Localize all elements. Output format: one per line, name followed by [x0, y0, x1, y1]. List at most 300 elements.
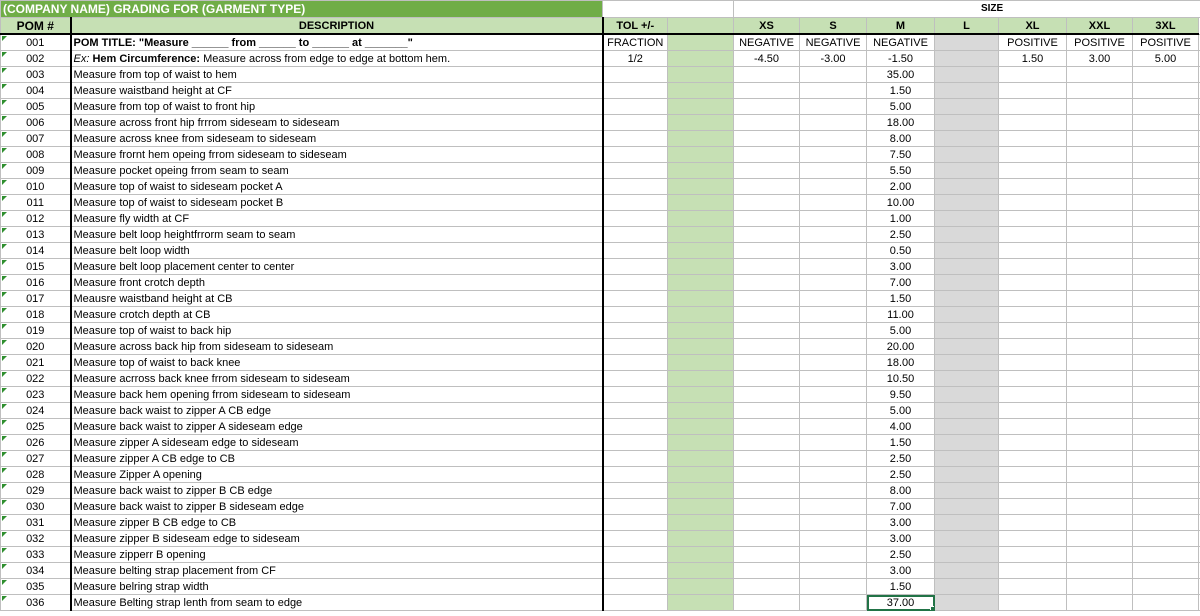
header-xl[interactable]: XL	[999, 18, 1067, 35]
m-cell[interactable]	[867, 323, 935, 339]
3xl-cell[interactable]	[1133, 419, 1199, 435]
desc-cell[interactable]	[71, 179, 603, 195]
tol-cell[interactable]	[603, 211, 668, 227]
xxl-cell[interactable]	[1067, 419, 1133, 435]
3xl-cell[interactable]	[1133, 483, 1199, 499]
s-cell[interactable]	[800, 211, 867, 227]
header-xs[interactable]: XS	[734, 18, 800, 35]
desc-cell[interactable]	[71, 483, 603, 499]
xs-cell[interactable]	[734, 83, 800, 99]
pom-cell[interactable]	[1, 387, 71, 403]
pom-cell[interactable]	[1, 243, 71, 259]
m-cell[interactable]	[867, 307, 935, 323]
xl-cell[interactable]	[999, 595, 1067, 611]
l-cell[interactable]	[935, 387, 999, 403]
3xl-cell[interactable]	[1133, 355, 1199, 371]
s-cell[interactable]	[800, 579, 867, 595]
green-cell[interactable]	[668, 547, 734, 563]
tol-cell[interactable]	[603, 67, 668, 83]
m-cell[interactable]	[867, 99, 935, 115]
m-cell[interactable]	[867, 451, 935, 467]
pom-cell[interactable]	[1, 435, 71, 451]
tol-cell[interactable]	[603, 467, 668, 483]
desc-cell[interactable]: POM TITLE: "Measure ______ from ______ to ______ at _______"	[71, 34, 603, 51]
tol-cell[interactable]	[603, 83, 668, 99]
header-s[interactable]: S	[800, 18, 867, 35]
green-cell[interactable]	[668, 387, 734, 403]
m-cell[interactable]	[867, 499, 935, 515]
3xl-cell[interactable]	[1133, 339, 1199, 355]
pom-cell[interactable]	[1, 291, 71, 307]
m-cell[interactable]	[867, 115, 935, 131]
s-cell[interactable]	[800, 131, 867, 147]
pom-cell[interactable]	[1, 99, 71, 115]
s-cell[interactable]	[800, 355, 867, 371]
desc-cell[interactable]	[71, 51, 603, 67]
tol-cell[interactable]	[603, 131, 668, 147]
s-cell[interactable]	[800, 227, 867, 243]
xl-cell[interactable]	[999, 451, 1067, 467]
desc-cell[interactable]	[71, 195, 603, 211]
xxl-cell[interactable]	[1067, 451, 1133, 467]
m-cell[interactable]	[867, 243, 935, 259]
m-cell[interactable]: -1.50	[867, 51, 935, 67]
xl-cell[interactable]	[999, 259, 1067, 275]
tol-cell[interactable]	[603, 419, 668, 435]
pom-cell[interactable]	[1, 259, 71, 275]
pom-cell[interactable]	[1, 339, 71, 355]
pom-cell[interactable]	[1, 515, 71, 531]
pom-cell[interactable]	[1, 131, 71, 147]
l-cell[interactable]	[935, 467, 999, 483]
green-cell[interactable]	[668, 179, 734, 195]
xs-cell[interactable]	[734, 579, 800, 595]
pom-cell[interactable]	[1, 467, 71, 483]
s-cell[interactable]	[800, 163, 867, 179]
3xl-cell[interactable]	[1133, 179, 1199, 195]
s-cell[interactable]	[800, 259, 867, 275]
pom-cell[interactable]	[1, 163, 71, 179]
green-cell[interactable]	[668, 371, 734, 387]
l-cell[interactable]	[935, 179, 999, 195]
l-cell[interactable]	[935, 195, 999, 211]
cell[interactable]	[603, 1, 668, 18]
3xl-cell[interactable]	[1133, 515, 1199, 531]
s-cell[interactable]	[800, 483, 867, 499]
l-cell[interactable]	[935, 163, 999, 179]
xxl-cell[interactable]	[1067, 339, 1133, 355]
green-cell[interactable]	[668, 595, 734, 611]
green-cell[interactable]	[668, 291, 734, 307]
m-cell[interactable]	[867, 259, 935, 275]
tol-cell[interactable]	[603, 595, 668, 611]
xs-cell[interactable]	[734, 163, 800, 179]
s-cell[interactable]	[800, 307, 867, 323]
m-cell[interactable]	[867, 563, 935, 579]
pom-cell[interactable]	[1, 531, 71, 547]
xl-cell[interactable]	[999, 547, 1067, 563]
xs-cell[interactable]	[734, 355, 800, 371]
m-cell[interactable]	[867, 547, 935, 563]
xs-cell[interactable]	[734, 115, 800, 131]
xxl-cell[interactable]	[1067, 67, 1133, 83]
xxl-cell[interactable]	[1067, 227, 1133, 243]
m-cell[interactable]	[867, 579, 935, 595]
tol-cell[interactable]	[603, 579, 668, 595]
desc-cell[interactable]	[71, 371, 603, 387]
m-cell[interactable]	[867, 275, 935, 291]
xxl-cell[interactable]	[1067, 595, 1133, 611]
m-cell[interactable]	[867, 371, 935, 387]
3xl-cell[interactable]	[1133, 531, 1199, 547]
tol-cell[interactable]	[603, 291, 668, 307]
m-cell[interactable]: NEGATIVE	[867, 34, 935, 51]
desc-cell[interactable]	[71, 83, 603, 99]
desc-cell[interactable]	[71, 243, 603, 259]
green-cell[interactable]	[668, 259, 734, 275]
s-cell[interactable]	[800, 563, 867, 579]
xl-cell[interactable]	[999, 211, 1067, 227]
xs-cell[interactable]	[734, 435, 800, 451]
green-cell[interactable]	[668, 419, 734, 435]
3xl-cell[interactable]	[1133, 467, 1199, 483]
l-cell[interactable]	[935, 371, 999, 387]
xxl-cell[interactable]	[1067, 371, 1133, 387]
desc-cell[interactable]	[71, 115, 603, 131]
xl-cell[interactable]	[999, 243, 1067, 259]
xs-cell[interactable]	[734, 147, 800, 163]
xs-cell[interactable]	[734, 451, 800, 467]
green-cell[interactable]	[668, 323, 734, 339]
xs-cell[interactable]	[734, 291, 800, 307]
l-cell[interactable]	[935, 34, 999, 51]
s-cell[interactable]	[800, 291, 867, 307]
tol-cell[interactable]	[603, 563, 668, 579]
3xl-cell[interactable]	[1133, 307, 1199, 323]
xl-cell[interactable]	[999, 115, 1067, 131]
xl-cell[interactable]	[999, 163, 1067, 179]
xl-cell[interactable]: POSITIVE	[999, 34, 1067, 51]
green-cell[interactable]	[668, 243, 734, 259]
l-cell[interactable]	[935, 595, 999, 611]
desc-cell[interactable]	[71, 355, 603, 371]
green-cell[interactable]	[668, 355, 734, 371]
tol-cell[interactable]	[603, 531, 668, 547]
xxl-cell[interactable]	[1067, 83, 1133, 99]
xl-cell[interactable]	[999, 67, 1067, 83]
desc-cell[interactable]	[71, 531, 603, 547]
s-cell[interactable]	[800, 195, 867, 211]
xxl-cell[interactable]	[1067, 275, 1133, 291]
pom-cell[interactable]	[1, 34, 71, 51]
desc-cell[interactable]	[71, 99, 603, 115]
m-cell[interactable]	[867, 131, 935, 147]
xs-cell[interactable]	[734, 323, 800, 339]
l-cell[interactable]	[935, 83, 999, 99]
green-cell[interactable]	[668, 34, 734, 51]
xl-cell[interactable]	[999, 355, 1067, 371]
s-cell[interactable]	[800, 547, 867, 563]
xs-cell[interactable]	[734, 211, 800, 227]
xxl-cell[interactable]	[1067, 531, 1133, 547]
header-3xl[interactable]: 3XL	[1133, 18, 1199, 35]
3xl-cell[interactable]	[1133, 499, 1199, 515]
3xl-cell[interactable]	[1133, 595, 1199, 611]
3xl-cell[interactable]	[1133, 451, 1199, 467]
3xl-cell[interactable]	[1133, 563, 1199, 579]
m-cell[interactable]	[867, 83, 935, 99]
xl-cell[interactable]	[999, 307, 1067, 323]
selected-cell[interactable]	[867, 595, 935, 611]
size-header[interactable]: SIZE	[734, 1, 1200, 18]
l-cell[interactable]	[935, 403, 999, 419]
xs-cell[interactable]	[734, 339, 800, 355]
desc-cell[interactable]	[71, 67, 603, 83]
3xl-cell[interactable]	[1133, 243, 1199, 259]
header-blank[interactable]	[668, 18, 734, 35]
s-cell[interactable]	[800, 179, 867, 195]
s-cell[interactable]: -3.00	[800, 51, 867, 67]
green-cell[interactable]	[668, 451, 734, 467]
3xl-cell[interactable]	[1133, 547, 1199, 563]
header-pom[interactable]: POM #	[1, 18, 71, 35]
3xl-cell[interactable]	[1133, 403, 1199, 419]
xs-cell[interactable]	[734, 563, 800, 579]
3xl-cell[interactable]	[1133, 195, 1199, 211]
xs-cell[interactable]	[734, 419, 800, 435]
xl-cell[interactable]	[999, 467, 1067, 483]
3xl-cell[interactable]	[1133, 67, 1199, 83]
xs-cell[interactable]	[734, 259, 800, 275]
xs-cell[interactable]	[734, 227, 800, 243]
pom-cell[interactable]	[1, 227, 71, 243]
xl-cell[interactable]	[999, 515, 1067, 531]
tol-cell[interactable]	[603, 275, 668, 291]
green-cell[interactable]	[668, 67, 734, 83]
xl-cell[interactable]: 1.50	[999, 51, 1067, 67]
desc-cell[interactable]	[71, 563, 603, 579]
s-cell[interactable]	[800, 403, 867, 419]
xl-cell[interactable]	[999, 483, 1067, 499]
header-xxl[interactable]: XXL	[1067, 18, 1133, 35]
l-cell[interactable]	[935, 259, 999, 275]
green-cell[interactable]	[668, 163, 734, 179]
xs-cell[interactable]	[734, 307, 800, 323]
desc-cell[interactable]	[71, 547, 603, 563]
l-cell[interactable]	[935, 99, 999, 115]
tol-cell[interactable]	[603, 259, 668, 275]
tol-cell[interactable]	[603, 355, 668, 371]
xs-cell[interactable]	[734, 67, 800, 83]
desc-cell[interactable]	[71, 291, 603, 307]
xs-cell[interactable]	[734, 275, 800, 291]
l-cell[interactable]	[935, 531, 999, 547]
l-cell[interactable]	[935, 323, 999, 339]
l-cell[interactable]	[935, 435, 999, 451]
l-cell[interactable]	[935, 291, 999, 307]
xs-cell[interactable]	[734, 467, 800, 483]
s-cell[interactable]	[800, 371, 867, 387]
l-cell[interactable]	[935, 211, 999, 227]
tol-cell[interactable]	[603, 451, 668, 467]
3xl-cell[interactable]	[1133, 275, 1199, 291]
s-cell[interactable]	[800, 595, 867, 611]
s-cell[interactable]	[800, 147, 867, 163]
tol-cell[interactable]	[603, 115, 668, 131]
l-cell[interactable]	[935, 499, 999, 515]
header-tol[interactable]: TOL +/-	[603, 18, 668, 35]
xs-cell[interactable]: -4.50	[734, 51, 800, 67]
m-cell[interactable]	[867, 467, 935, 483]
desc-cell[interactable]	[71, 275, 603, 291]
tol-cell[interactable]	[603, 147, 668, 163]
xs-cell[interactable]	[734, 195, 800, 211]
tol-cell[interactable]	[603, 339, 668, 355]
xl-cell[interactable]	[999, 131, 1067, 147]
xl-cell[interactable]	[999, 435, 1067, 451]
tol-cell[interactable]	[603, 403, 668, 419]
xxl-cell[interactable]	[1067, 547, 1133, 563]
l-cell[interactable]	[935, 115, 999, 131]
pom-cell[interactable]	[1, 595, 71, 611]
3xl-cell[interactable]	[1133, 83, 1199, 99]
pom-cell[interactable]	[1, 179, 71, 195]
xs-cell[interactable]	[734, 387, 800, 403]
tol-cell[interactable]: FRACTION	[603, 34, 668, 51]
xxl-cell[interactable]	[1067, 563, 1133, 579]
tol-cell[interactable]	[603, 515, 668, 531]
desc-cell[interactable]	[71, 307, 603, 323]
3xl-cell[interactable]	[1133, 147, 1199, 163]
s-cell[interactable]	[800, 243, 867, 259]
pom-cell[interactable]	[1, 51, 71, 67]
xl-cell[interactable]	[999, 323, 1067, 339]
desc-cell[interactable]	[71, 147, 603, 163]
m-cell[interactable]	[867, 147, 935, 163]
xxl-cell[interactable]	[1067, 435, 1133, 451]
xxl-cell[interactable]	[1067, 387, 1133, 403]
tol-cell[interactable]	[603, 195, 668, 211]
xxl-cell[interactable]	[1067, 307, 1133, 323]
xs-cell[interactable]	[734, 403, 800, 419]
xl-cell[interactable]	[999, 83, 1067, 99]
header-m[interactable]: M	[867, 18, 935, 35]
s-cell[interactable]	[800, 531, 867, 547]
pom-cell[interactable]	[1, 83, 71, 99]
xs-cell[interactable]	[734, 483, 800, 499]
tol-cell[interactable]	[603, 163, 668, 179]
header-l[interactable]: L	[935, 18, 999, 35]
xxl-cell[interactable]	[1067, 243, 1133, 259]
pom-cell[interactable]	[1, 371, 71, 387]
xs-cell[interactable]	[734, 371, 800, 387]
l-cell[interactable]	[935, 275, 999, 291]
s-cell[interactable]	[800, 323, 867, 339]
s-cell[interactable]	[800, 467, 867, 483]
xxl-cell[interactable]	[1067, 323, 1133, 339]
3xl-cell[interactable]	[1133, 115, 1199, 131]
xxl-cell[interactable]: POSITIVE	[1067, 34, 1133, 51]
xxl-cell[interactable]	[1067, 355, 1133, 371]
m-cell[interactable]	[867, 531, 935, 547]
tol-cell[interactable]	[603, 435, 668, 451]
xxl-cell[interactable]	[1067, 211, 1133, 227]
fill-handle[interactable]	[930, 606, 935, 611]
xl-cell[interactable]	[999, 371, 1067, 387]
xxl-cell[interactable]	[1067, 291, 1133, 307]
tol-cell[interactable]	[603, 547, 668, 563]
desc-cell[interactable]	[71, 419, 603, 435]
desc-cell[interactable]	[71, 211, 603, 227]
xxl-cell[interactable]: 3.00	[1067, 51, 1133, 67]
m-cell[interactable]	[867, 483, 935, 499]
3xl-cell[interactable]	[1133, 227, 1199, 243]
sheet-title[interactable]: (COMPANY NAME) GRADING FOR (GARMENT TYPE)	[1, 1, 603, 18]
tol-cell[interactable]	[603, 227, 668, 243]
xxl-cell[interactable]	[1067, 483, 1133, 499]
l-cell[interactable]	[935, 147, 999, 163]
l-cell[interactable]	[935, 51, 999, 67]
xxl-cell[interactable]	[1067, 163, 1133, 179]
tol-cell[interactable]	[603, 323, 668, 339]
3xl-cell[interactable]	[1133, 435, 1199, 451]
pom-cell[interactable]	[1, 403, 71, 419]
l-cell[interactable]	[935, 547, 999, 563]
xxl-cell[interactable]	[1067, 499, 1133, 515]
m-cell[interactable]	[867, 227, 935, 243]
pom-cell[interactable]	[1, 195, 71, 211]
xs-cell[interactable]	[734, 595, 800, 611]
xl-cell[interactable]	[999, 499, 1067, 515]
m-cell[interactable]	[867, 515, 935, 531]
m-cell[interactable]	[867, 195, 935, 211]
pom-cell[interactable]	[1, 67, 71, 83]
green-cell[interactable]	[668, 99, 734, 115]
xs-cell[interactable]	[734, 515, 800, 531]
l-cell[interactable]	[935, 419, 999, 435]
pom-cell[interactable]	[1, 307, 71, 323]
pom-cell[interactable]	[1, 499, 71, 515]
3xl-cell[interactable]: POSITIVE	[1133, 34, 1199, 51]
tol-cell[interactable]	[603, 387, 668, 403]
xxl-cell[interactable]	[1067, 403, 1133, 419]
xxl-cell[interactable]	[1067, 515, 1133, 531]
tol-cell[interactable]	[603, 179, 668, 195]
m-cell[interactable]	[867, 339, 935, 355]
pom-cell[interactable]	[1, 115, 71, 131]
m-cell[interactable]	[867, 403, 935, 419]
m-cell[interactable]	[867, 163, 935, 179]
xl-cell[interactable]	[999, 531, 1067, 547]
xl-cell[interactable]	[999, 563, 1067, 579]
s-cell[interactable]	[800, 419, 867, 435]
3xl-cell[interactable]	[1133, 371, 1199, 387]
green-cell[interactable]	[668, 515, 734, 531]
l-cell[interactable]	[935, 355, 999, 371]
desc-cell[interactable]	[71, 435, 603, 451]
xl-cell[interactable]	[999, 579, 1067, 595]
tol-cell[interactable]	[603, 307, 668, 323]
xs-cell[interactable]	[734, 99, 800, 115]
xxl-cell[interactable]	[1067, 467, 1133, 483]
xxl-cell[interactable]	[1067, 195, 1133, 211]
green-cell[interactable]	[668, 531, 734, 547]
green-cell[interactable]	[668, 307, 734, 323]
tol-cell[interactable]	[603, 99, 668, 115]
green-cell[interactable]	[668, 483, 734, 499]
l-cell[interactable]	[935, 515, 999, 531]
desc-cell[interactable]	[71, 227, 603, 243]
